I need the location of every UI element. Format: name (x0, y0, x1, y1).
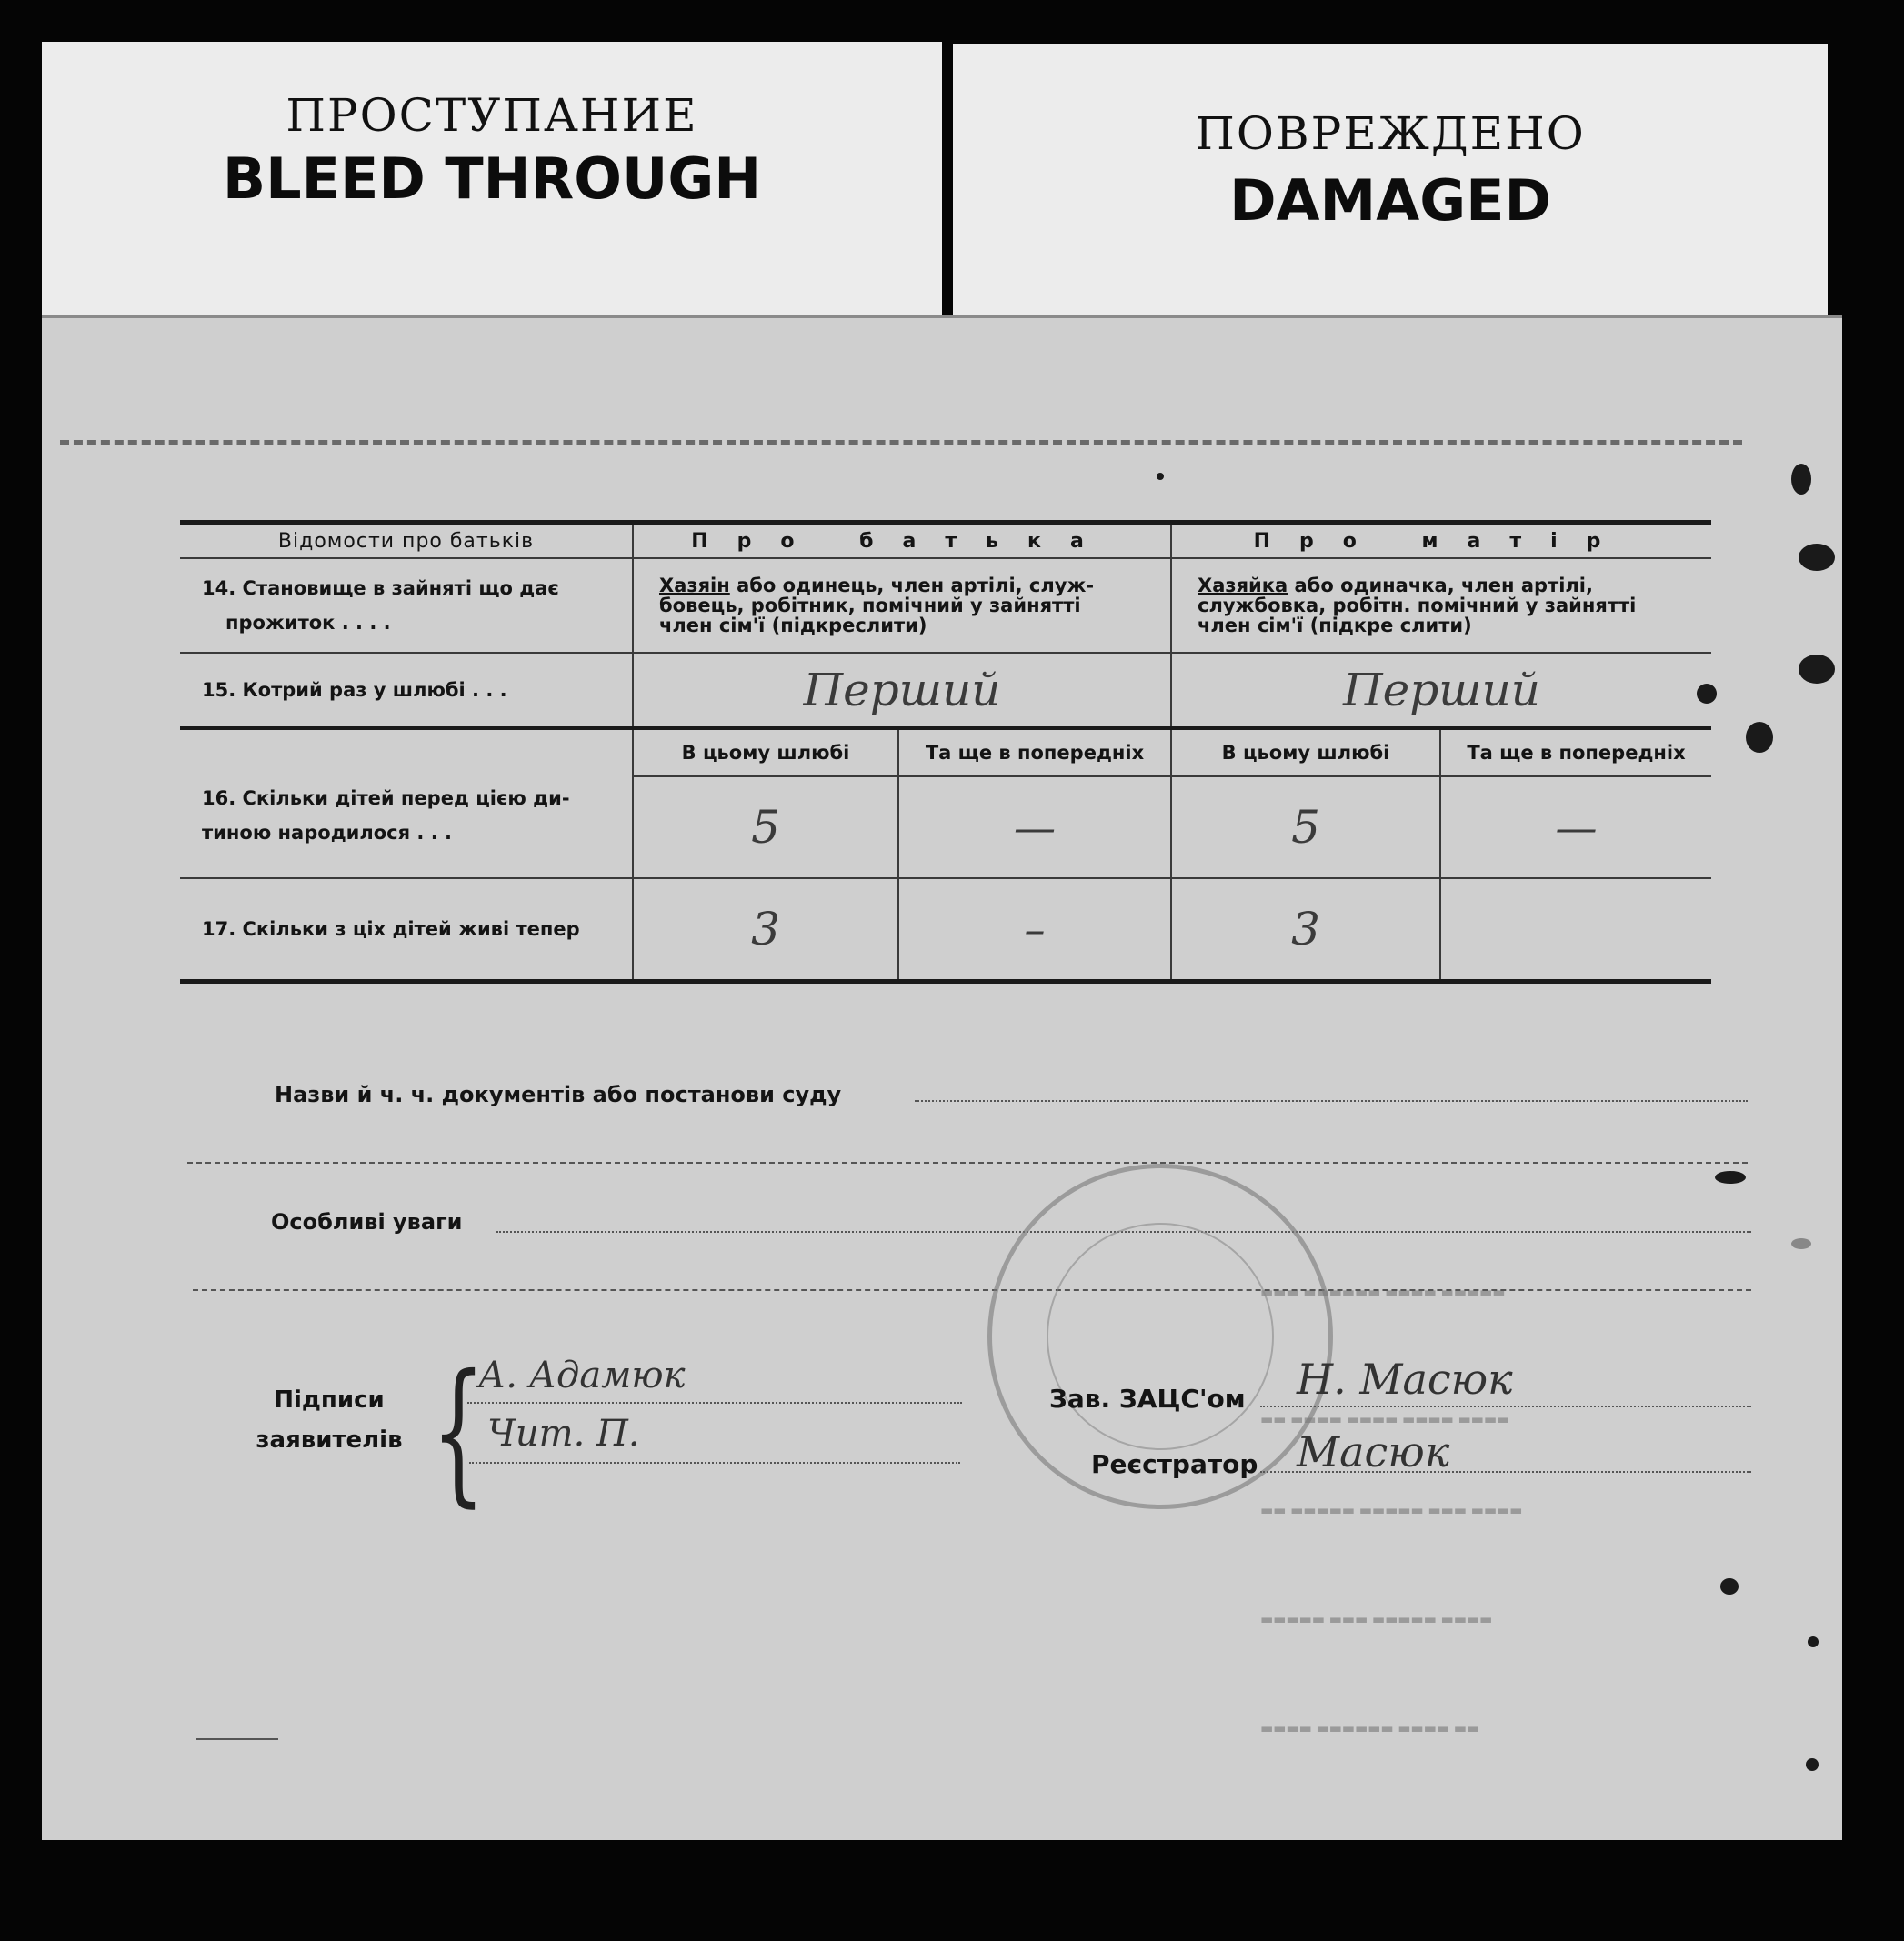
damage-hole (1799, 655, 1835, 684)
q14-mother-underlined: Хазяйка (1198, 575, 1288, 596)
documents-label: Назви й ч. ч. документів або постанови суду (275, 1082, 842, 1107)
q14-father-options (633, 558, 1171, 653)
q17-label: 17. Скільки з ціх дітей живі тепер (180, 878, 633, 982)
bleed-through-text: ▬▬▬▬ ▬▬▬▬▬▬ ▬▬▬▬ ▬▬ (1260, 1720, 1480, 1736)
damaged-card (953, 44, 1828, 335)
header-father: Про батька (633, 523, 1171, 559)
q14-label-line1: 14. Становище в зайняті що дає (202, 577, 559, 599)
damaged-en: DAMAGED (1229, 167, 1551, 234)
subheader-father-this: В цьому шлюбі (633, 728, 898, 776)
remarks-label: Особливі уваги (271, 1209, 463, 1235)
subheader-mother-prev: Та ще в попередніх (1440, 728, 1711, 776)
applicant-2-line (469, 1462, 960, 1464)
perforation-line (60, 440, 1742, 445)
q14-father-line1: або одинець, член артілі, служ- (729, 575, 1095, 596)
q14-mother-options (1171, 558, 1711, 653)
registrar-signature: Масюк (1297, 1427, 1450, 1476)
damage-hole (1806, 1758, 1819, 1771)
q15-father-answer: Перший (633, 653, 1171, 728)
damage-hole (1746, 722, 1773, 753)
applicants-label-line2: заявителів (256, 1426, 403, 1454)
remarks-line-2 (193, 1289, 1751, 1291)
registrar-line (1260, 1471, 1751, 1473)
applicant-1-signature: А. Адамюк (478, 1355, 686, 1396)
q14-label-line2: прожиток . . . . (225, 612, 391, 634)
applicants-label-line1: Підписи (274, 1386, 385, 1414)
q14-mother-line3: член сім'ї (підкре слити) (1198, 615, 1472, 636)
q16-mother-this: 5 (1171, 776, 1440, 878)
q17-mother-this: 3 (1171, 878, 1440, 982)
applicants-label (247, 1380, 411, 1460)
row-marriage-number (180, 653, 1711, 728)
bleed-through-text: ▬▬ ▬▬▬▬ ▬▬▬▬ ▬▬▬▬ ▬▬▬▬ (1260, 1411, 1510, 1427)
row-occupation (180, 558, 1711, 653)
q16-label-line2: тиною народилося . . . (202, 822, 452, 844)
q17-father-this: 3 (633, 878, 898, 982)
damage-hole (1799, 544, 1835, 571)
q16-father-prev: — (898, 776, 1171, 878)
parents-info-table (180, 520, 1711, 984)
table-header-row (180, 523, 1711, 559)
applicants-brace: { (431, 1342, 486, 1522)
head-label: Зав. ЗАЦС'ом (1049, 1384, 1246, 1414)
bottom-margin-line (196, 1738, 278, 1740)
q17-mother-prev (1440, 878, 1711, 982)
registrar-label: Реєстратор (1091, 1449, 1258, 1479)
subheader-father-prev: Та ще в попередніх (898, 728, 1171, 776)
q16-father-this: 5 (633, 776, 898, 878)
q16-label (180, 728, 633, 878)
q14-father-line2: бовець, робітник, помічний у зайнятті (659, 595, 1081, 616)
head-line (1260, 1406, 1751, 1407)
bleed-through-text: ▬▬ ▬▬▬▬▬ ▬▬▬▬▬ ▬▬▬ ▬▬▬▬ (1260, 1502, 1523, 1518)
head-signature: Н. Масюк (1297, 1355, 1513, 1404)
stamp-inner-ring (1047, 1223, 1274, 1450)
bleed-through-card (42, 42, 942, 333)
applicant-1-line (467, 1402, 962, 1404)
q14-mother-line1: або одиначка, член артілі, (1288, 575, 1593, 596)
q14-label (180, 558, 633, 653)
q17-father-prev: – (898, 878, 1171, 982)
damage-hole (1791, 1238, 1811, 1249)
q15-mother-answer: Перший (1171, 653, 1711, 728)
q16-mother-prev: — (1440, 776, 1711, 878)
q15-label: 15. Котрий раз у шлюбі . . . (180, 653, 633, 728)
damaged-ru: ПОВРЕЖДЕНО (1195, 107, 1586, 160)
document-sheet (42, 315, 1842, 1840)
damage-hole (1720, 1578, 1739, 1595)
damage-hole (1808, 1636, 1819, 1647)
documents-line (915, 1100, 1748, 1102)
bleed-through-en: BLEED THROUGH (222, 145, 762, 212)
damage-hole (1157, 473, 1164, 480)
q14-mother-line2: службовка, робітн. помічний у зайнятті (1198, 595, 1637, 616)
row-children-alive (180, 878, 1711, 982)
q14-father-underlined: Хазяін (659, 575, 730, 596)
q16-label-line1: 16. Скільки дітей перед цією ди- (202, 787, 570, 809)
row-children-subheaders (180, 728, 1711, 776)
subheader-mother-this: В цьому шлюбі (1171, 728, 1440, 776)
damage-hole (1715, 1171, 1746, 1184)
q14-father-line3: член сім'ї (підкреслити) (659, 615, 927, 636)
damage-hole (1791, 464, 1811, 495)
bleed-through-ru: ПРОСТУПАНИЕ (286, 89, 698, 142)
header-mother: Про матір (1171, 523, 1711, 559)
bleed-through-text: ▬▬▬ ▬▬▬▬▬▬ ▬▬▬▬ ▬▬▬▬▬ (1260, 1284, 1506, 1300)
bleed-through-text: ▬▬▬▬▬ ▬▬▬ ▬▬▬▬▬ ▬▬▬▬ (1260, 1611, 1493, 1627)
header-parents-info: Відомости про батьків (180, 523, 633, 559)
documents-line-2 (187, 1162, 1748, 1164)
applicant-2-signature: Чит. П. (487, 1413, 640, 1455)
